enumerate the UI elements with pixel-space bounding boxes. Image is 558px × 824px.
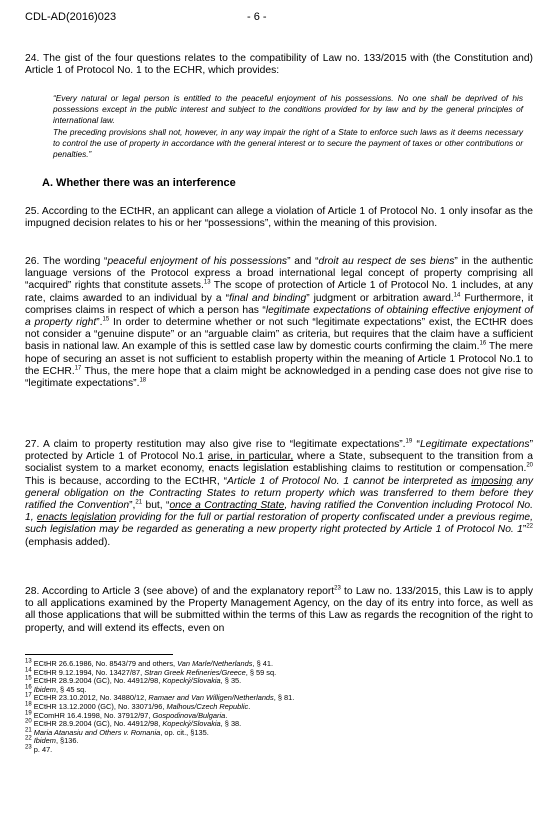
page-number: - 6 -: [247, 11, 267, 23]
footnote-ref-15[interactable]: 15: [102, 316, 110, 323]
footnote: $^{13}$ ECtHR 26.6.1986, No. 8543/79 and others, Van Marle/Netherlands, § 41.: [25, 658, 274, 668]
footnote-ref-17[interactable]: 17: [74, 365, 82, 372]
footnote: $^{16}$ Ibidem, § 45 sq.: [25, 684, 87, 694]
section-heading: A. Whether there was an interference: [42, 177, 236, 189]
footnote-ref-14[interactable]: 14: [453, 292, 461, 299]
footnote-ref-19[interactable]: 19: [405, 438, 413, 445]
footnote: $^{23}$ p. 47.: [25, 744, 53, 754]
footnote-ref-18[interactable]: 18: [139, 377, 147, 384]
footnote: $^{18}$ ECtHR 13.12.2000 (GC), No. 33071/96, Malhous/Czech Republic.: [25, 701, 251, 711]
footnote-ref-23[interactable]: 23: [334, 585, 341, 592]
footnote: $^{21}$ Maria Atanasiu and Others v. Romania, op. cit., §135.: [25, 727, 209, 737]
footnote-separator: [25, 654, 173, 655]
quote-paragraph-1: “Every natural or legal person is entitled to the peaceful enjoyment of his possessions. No one shall be deprived of his possessions except in the public interest and subject to the conditions provided for by law and by the general principles of international law.: [53, 93, 523, 126]
paragraph-26: 26. The wording “peaceful enjoyment of his possessions” and “droit au respect de ses biens” in the authentic language versions of the Protocol express a broad international legal concept of property comprising all “acquired” rights that constitute assets.$^{13}$ The scope of protection of Article 1 of Protocol No. 1 includes, at any rate, claims awarded to an individual by a “final and binding” judgment or arbitration award.$^{14}$ Furthermore, it comprises claims in respect of which a person has “legitimate expectations of obtaining effective enjoyment of a property right”.$^{15}$ In order to determine whether or not such “legitimate expectations” exist, the ECtHR does not consider a “genuine dispute” or an “arguable claim” as criteria, but requires that the claim have a sufficient basis in national law. An example of this is settled case law by domestic courts confirming the claim.$^{16}$ The mere hope of securing an asset is not sufficient to establish property within the meaning of Article 1 Protocol No.1 to the ECHR.$^{17}$ Thus, the mere hope that a claim might be acknowledged in a pending case does not give rise to “legitimate expectations”.$^{18}$: [25, 256, 534, 390]
paragraph-25: 25. According to the ECtHR, an applicant can allege a violation of Article 1 of Protocol No. 1 only insofar as the impugned decision relates to his or her “possessions”, within the meaning of this provision.: [25, 206, 533, 230]
quote-paragraph-2: The preceding provisions shall not, however, in any way impair the right of a State to enforce such laws as it deems necessary to control the use of property in accordance with the general interest or to secure the payment of taxes or other contributions or penalties.”: [53, 126, 523, 160]
footnote-ref-20[interactable]: 20: [526, 462, 533, 469]
footnotes: [25, 660, 533, 755]
document-reference: CDL-AD(2016)023: [25, 11, 117, 23]
footnote-ref-16[interactable]: 16: [479, 341, 487, 347]
footnote: $^{20}$ ECtHR 28.9.2004 (GC), No. 44912/98, Kopecký/Slovakia, § 38.: [25, 718, 242, 729]
paragraph-28: 28. According to Article 3 (see above) of and the explanatory report$^{23}$ to Law no. 133/2015, this Law is to apply to all applications examined by the Property Management Agency, on the day of its entry into force, as well as all those applications that will be submitted within the terms of this Law as regards the recognition of the right to property, and will extend its effects, even on: [25, 585, 533, 634]
footnote: $^{17}$ ECtHR 23.10.2012, No. 34880/12, Ramaer and Van Willigen/Netherlands, § 81.: [25, 692, 295, 703]
paragraph-27: 27. A claim to property restitution may also give rise to “legitimate expectations”.$^{19}$ “Legitimate expectations” protected by Article 1 of Protocol No.1 arise, in particular, where a State, subsequent to the transition from a socialist system to a market economy, enacts legislation establishing claims to restitution or compensation.$^{20}$ This is because, according to the ECtHR, “Article 1 of Protocol No. 1 cannot be interpreted as imposing any general obligation on the Contracting States to return property which was transferred to them before they ratified the Convention”,$^{21}$ but, “once a Contracting State, having ratified the Convention including Protocol No. 1, enacts legislation providing for the full or partial restoration of property confiscated under a previous regime, such legislation may be regarded as generating a new property right protected by Article 1 of Protocol No. 1”$^{22}$ (emphasis added).: [25, 438, 533, 548]
footnote: $^{22}$ Ibidem, §136.: [25, 735, 79, 746]
footnote-ref-13[interactable]: 13: [203, 279, 211, 286]
paragraph-24: 24. The gist of the four questions relates to the compatibility of Law no. 133/2015 with (the Constitution and) Article 1 of Protocol No. 1 to the ECHR, which provides:: [25, 53, 533, 77]
footnote-ref-21[interactable]: 21: [135, 499, 143, 506]
footnote: $^{15}$ ECtHR 28.9.2004 (GC), No. 44912/98, Kopecký/Slovakia, § 35.: [25, 675, 242, 686]
footnote: $^{14}$ ECtHR 9.12.1994, No. 13427/87, Stran Greek Refineries/Greece, § 59 sq.: [25, 667, 277, 677]
footnote: $^{19}$ EComHR 16.4.1998, No. 37912/97, Gospodinova/Bulgaria.: [25, 710, 228, 720]
footnote-ref-22[interactable]: 22: [526, 524, 533, 530]
block-quote: [53, 93, 523, 160]
